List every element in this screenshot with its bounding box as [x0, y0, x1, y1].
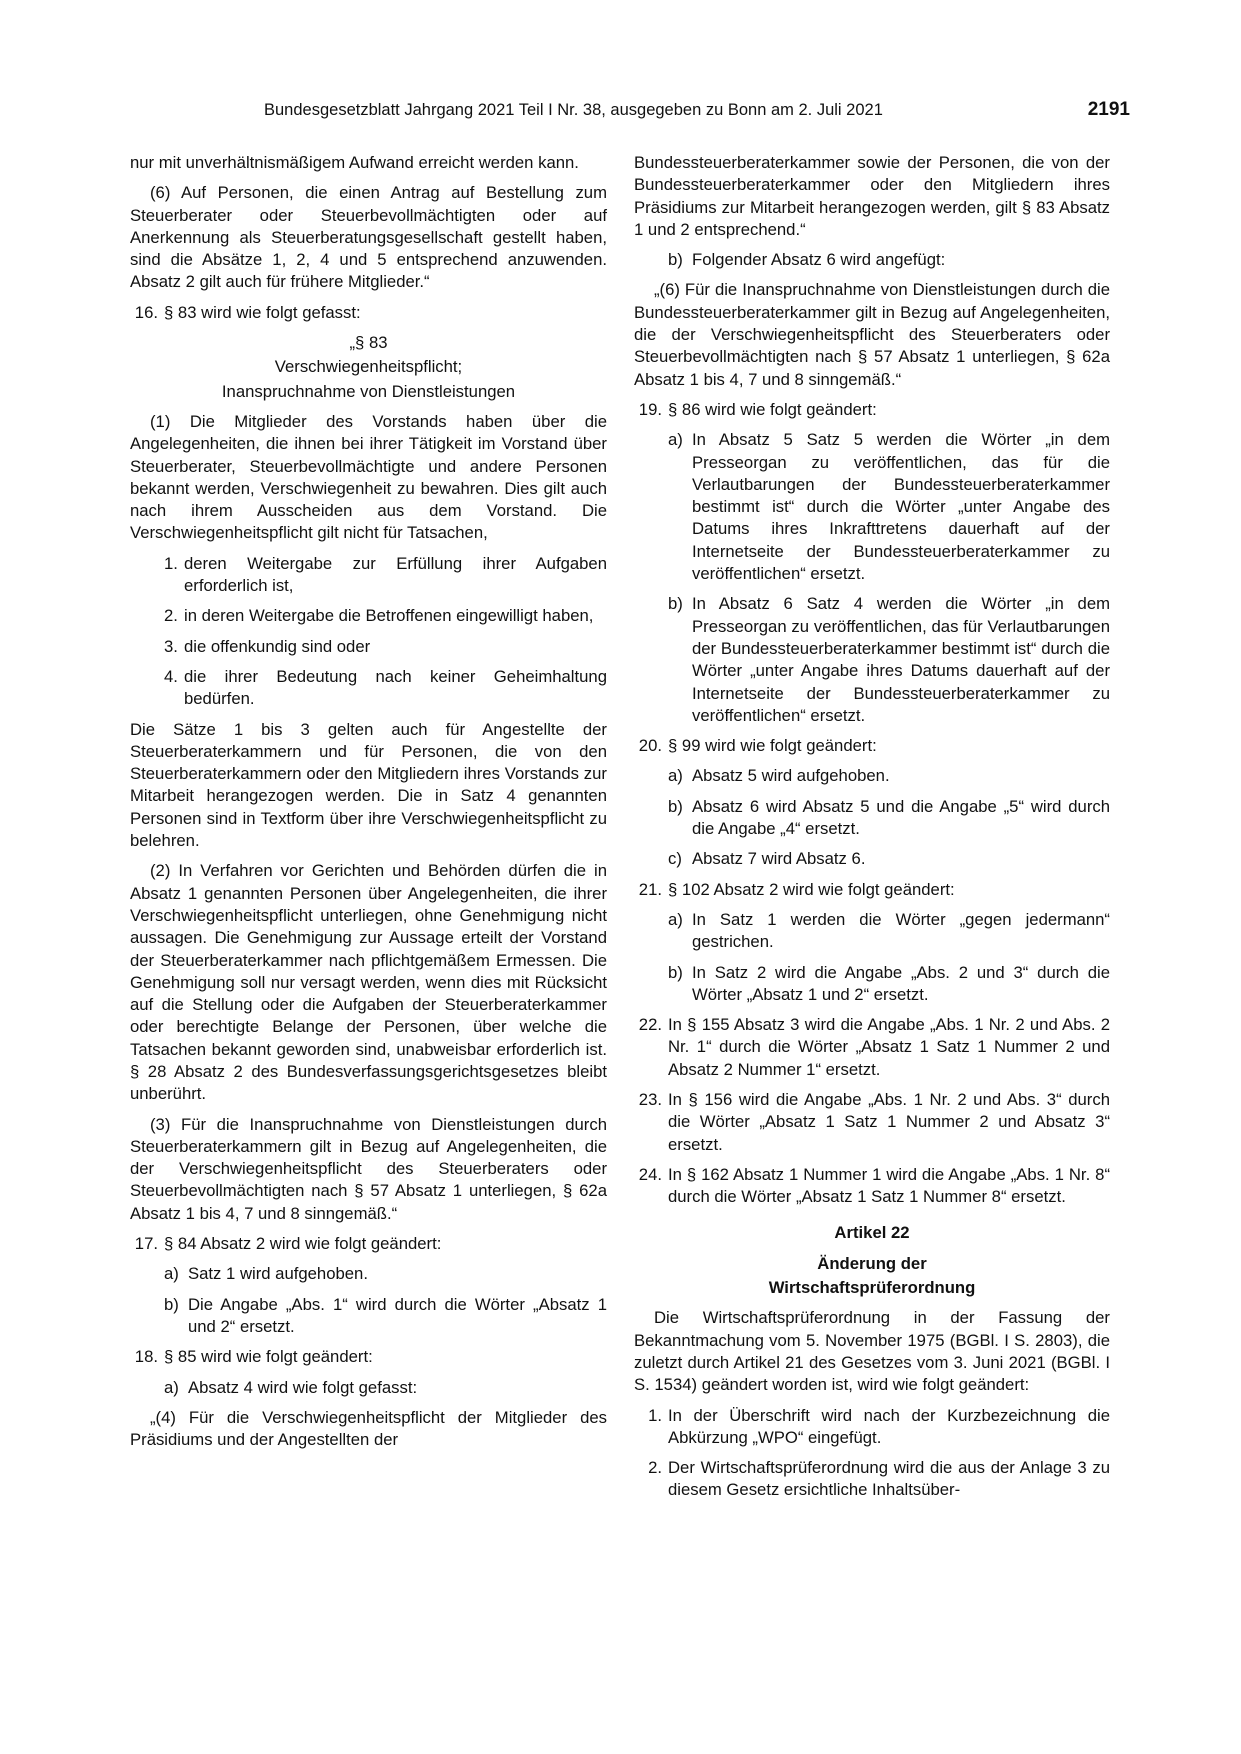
list-item: 3. die offenkundig sind oder	[164, 636, 371, 656]
sub-item-21b: b) In Satz 2 wird die Angabe „Abs. 2 und 3“ durch die Wörter „Absatz 1 und 2“ ersetzt.	[668, 962, 1110, 1004]
sub-item-18b: b) Folgender Absatz 6 wird angefügt:	[668, 250, 946, 270]
list-item-21: 21. § 102 Absatz 2 wird wie folgt geändert:	[638, 879, 955, 899]
quote-absatz-6: „(6) Für die Inanspruchnahme von Dienstleistungen durch die Bundessteuerberaterkammer gilt in Bezug auf Angelegenheiten, die der Verschwiegenheitspflicht des Steuerberaters oder Steuerbevollmächtigten nach § 57 Absatz 1 unterliegen, § 62a Absatz 1 bis 4, 7 und 8 sinngemäß.“	[634, 280, 1110, 389]
article-label: Artikel 22	[834, 1223, 910, 1243]
list-item-24: 24. In § 162 Absatz 1 Nummer 1 wird die Angabe „Abs. 1 Nr. 8“ durch die Wörter „Absatz 1 Satz 1 Nummer 8“ ersetzt.	[638, 1164, 1110, 1207]
list-item-23: 23. In § 156 wird die Angabe „Abs. 1 Nr. 2 und Abs. 3“ durch die Wörter „Absatz 1 Satz 1 Nummer 2 und Absatz 3“ ersetzt.	[638, 1089, 1110, 1154]
sub-item-21a: a) In Satz 1 werden die Wörter „gegen jedermann“ gestrichen.	[668, 909, 1110, 952]
article-title-line-1: Änderung der	[817, 1253, 927, 1273]
sub-item-20a: a) Absatz 5 wird aufgehoben.	[668, 766, 890, 786]
page-header	[130, 101, 1130, 127]
list-item-22: 22. In § 155 Absatz 3 wird die Angabe „Abs. 1 Nr. 2 und Abs. 2 Nr. 1“ durch die Wörter „Absatz 1 Satz 1 Nummer 2 und Absatz 2 Nummer 1“ ersetzt.	[638, 1015, 1110, 1079]
continuation-text: nur mit unverhältnismäßigem Aufwand erreicht werden kann.	[130, 153, 579, 172]
quote-absatz-4: „(4) Für die Verschwiegenheitspflicht der Mitglieder des Präsidiums und der Angestellten der	[130, 1407, 607, 1450]
list-item: 2. in deren Weitergabe die Betroffenen eingewilligt haben,	[164, 606, 594, 626]
section-83-title-line-2: Inanspruchnahme von Dienstleistungen	[221, 381, 516, 401]
list-item: 4. die ihrer Bedeutung nach keiner Geheimhaltung bedürfen.	[164, 666, 607, 709]
absatz-2: (2) In Verfahren vor Gerichten und Behörden dürfen die in Absatz 1 genannten Personen über Angelegenheiten, die ihrer Verschwiegenheitspflicht unterliegen, ohne Genehmigung nicht aussagen. Die Genehmigung zur Aussage erteilt der Vorstand der Steuerberaterkammer nach pflichtgemäßem Ermessen. Die Genehmigung soll nur versagt werden, wenn dies mit Rücksicht auf die Stellung oder die Aufgaben der Steuerberaterkammer oder berechtigte Belange der Personen, über welche die Tatsachen bekannt geworden sind, unabweisbar erforderlich ist. § 28 Absatz 2 des Bundesverfassungsgerichtsgesetzes bleibt unberührt.	[130, 861, 607, 1104]
list-item-17: 17. § 84 Absatz 2 wird wie folgt geändert:	[134, 1234, 442, 1254]
absatz-1: (1) Die Mitglieder des Vorstands haben über die Angelegenheiten, die ihnen bei ihrer Tätigkeit im Vorstand über Steuerberater, Steuerbevollmächtigte und andere Personen bekannt werden, Verschwiegenheit zu bewahren. Dies gilt auch nach ihrem Ausscheiden aus dem Vorstand. Die Verschwiegenheitspflicht gilt nicht für Tatsachen,	[130, 411, 607, 543]
section-83-heading: „§ 83	[349, 333, 388, 353]
list-item-18: 18. § 85 wird wie folgt geändert:	[134, 1347, 373, 1367]
right-column	[634, 152, 1110, 1510]
sub-item-18a: a) Absatz 4 wird wie folgt gefasst:	[164, 1377, 418, 1397]
list-item: 1. deren Weitergabe zur Erfüllung ihrer Aufgaben erforderlich ist,	[164, 553, 607, 596]
sub-item-19a: a) In Absatz 5 Satz 5 werden die Wörter „in dem Presseorgan zu veröffentlichen, das für die Verlautbarungen der Bundessteuerberaterkammer bestimmt ist“ durch die Wörter „unter Angabe des Datums ihres Inkrafttretens dauerhaft auf der Internetseite der Bundessteuerberaterkammer zu veröffentlichen“ ersetzt.	[668, 430, 1110, 584]
article-item-2: 2. Der Wirtschaftsprüferordnung wird die aus der Anlage 3 zu diesem Gesetz ersichtliche Inhaltsüber-	[648, 1458, 1110, 1500]
list-item-20: 20. § 99 wird wie folgt geändert:	[638, 736, 877, 756]
paragraph-6: (6) Auf Personen, die einen Antrag auf Bestellung zum Steuerberater oder Steuerbevollmächtigten oder auf Anerkennung als Steuerberatungsgesellschaft gestellt haben, sind die Absätze 1, 2, 4 und 5 entsprechend anzuwenden. Absatz 2 gilt auch für frühere Mitglieder.“	[130, 183, 607, 292]
article-title-line-2: Wirtschaftsprüferordnung	[768, 1278, 976, 1298]
article-intro: Die Wirtschaftsprüferordnung in der Fassung der Bekanntmachung vom 5. November 1975 (BGBl. I S. 2803), die zuletzt durch Artikel 21 des Gesetzes vom 3. Juni 2021 (BGBl. I S. 1534) geändert worden ist, wird wie folgt geändert:	[634, 1308, 1110, 1395]
saetze-paragraph: Die Sätze 1 bis 3 gelten auch für Angestellte der Steuerberaterkammern und für Personen, die von den Steuerberaterkammern oder den Mitgliedern ihres Vorstands zur Mitarbeit herangezogen werden. Die in Satz 4 genannten Personen sind in Textform über ihre Verschwiegenheitspflicht zu belehren.	[130, 719, 607, 851]
header-title: Bundesgesetzblatt Jahrgang 2021 Teil I Nr. 38, ausgegeben zu Bonn am 2. Juli 2021	[264, 101, 883, 119]
left-column	[130, 152, 607, 1459]
list-item-16: 16. § 83 wird wie folgt gefasst:	[134, 302, 361, 322]
sub-item-20c: c) Absatz 7 wird Absatz 6.	[668, 849, 866, 869]
absatz-3: (3) Für die Inanspruchnahme von Dienstleistungen durch Steuerberaterkammern gilt in Bezug auf Angelegenheiten, die der Verschwiegenheitspflicht des Steuerberaters oder Steuerbevollmächtigten nach § 57 Absatz 1 unterliegen, § 62a Absatz 1 bis 4, 7 und 8 sinngemäß.“	[130, 1114, 607, 1223]
list-item-19: 19. § 86 wird wie folgt geändert:	[638, 399, 877, 419]
sub-item-19b: b) In Absatz 6 Satz 4 werden die Wörter „in dem Presseorgan zu veröffentlichen, das für Verlautbarungen der Bundessteuerberaterkammer bestimmt ist“ durch die Wörter „unter Angabe ihres Datums dauerhaft auf der Internetseite der Bundessteuerberaterkammer zu veröffentlichen“ ersetzt.	[668, 594, 1110, 725]
sub-item-20b: b) Absatz 6 wird Absatz 5 und die Angabe „5“ wird durch die Angabe „4“ ersetzt.	[668, 796, 1110, 839]
continuation-text: Bundessteuerberaterkammer sowie der Personen, die von der Bundessteuerberaterkammer oder den Mitgliedern ihres Präsidiums zur Mitarbeit herangezogen werden, gilt § 83 Absatz 1 und 2 entsprechend.“	[634, 153, 1110, 239]
section-83-title-line-1: Verschwiegenheitspflicht;	[274, 357, 463, 377]
sub-item-17b: b) Die Angabe „Abs. 1“ wird durch die Wörter „Absatz 1 und 2“ ersetzt.	[164, 1294, 607, 1336]
article-item-1: 1. In der Überschrift wird nach der Kurzbezeichnung die Abkürzung „WPO“ eingefügt.	[648, 1405, 1110, 1447]
sub-item-17a: a) Satz 1 wird aufgehoben.	[164, 1264, 368, 1284]
page-number: 2191	[1087, 99, 1130, 120]
